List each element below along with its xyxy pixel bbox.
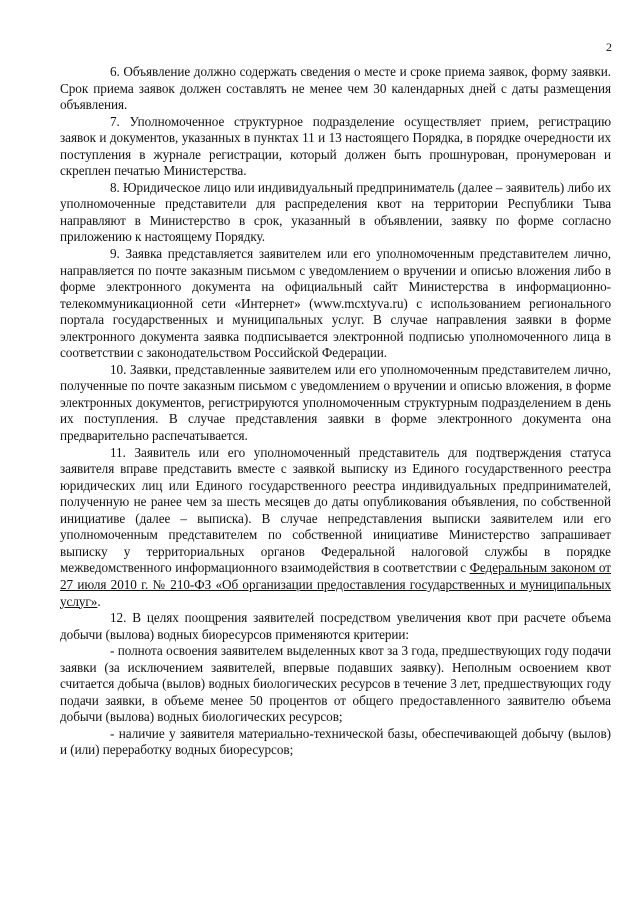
paragraph-10: 10. Заявки, представленные заявителем или его уполномоченным представителем лично, полученные по почте заказным письмом с уведомлением о вручении и описью вложения, в форме электронных документов, регистрируются уполномоченным структурным подразделением в день их поступления. В случае представления заявки в форме электронного документа она предварительно распечатывается. [60, 361, 611, 444]
paragraph-11 [60, 445, 611, 610]
federal-law-link[interactable]: Федеральным законом от 27 июля 2010 г. № 210-ФЗ «Об организации предоставления государственных и муниципальных услуг» [60, 560, 611, 609]
paragraph-8: 8. Юридическое лицо или индивидуальный предприниматель (далее – заявитель) либо их уполномоченные представители для распределения квот на территории Республики Тыва направляют в Министерство в срок, указанный в объявлении, заявку по форме согласно приложению к настоящему Порядку. [60, 179, 611, 245]
paragraph-7: 7. Уполномоченное структурное подразделение осуществляет прием, регистрацию заявок и документов, указанных в пунктах 11 и 13 настоящего Порядка, в порядке очередности их поступления в журнале регистрации, который должен быть прошнурован, пронумерован и скреплен печатью Министерства. [60, 113, 611, 179]
paragraph-9: 9. Заявка представляется заявителем или его уполномоченным представителем лично, направляется по почте заказным письмом с уведомлением о вручении и описью вложения либо в форме электронного документа на официальный сайт Министерства в информационно-телекоммуникационной сети «Интернет» (www.mcxtyva.ru) с использованием регионального портала государственных и муниципальных услуг. В случае направления заявки в форме электронного документа заявка подписывается электронной подписью уполномоченного лица в соответствии с законодательством Российской Федерации. [60, 246, 611, 361]
criterion-item-2: - наличие у заявителя материально-технической базы, обеспечивающей добычу (вылов) и (или) переработку водных биоресурсов; [60, 725, 611, 758]
paragraph-11-text: 11. Заявитель или его уполномоченный представитель для подтверждения статуса заявителя вправе представить вместе с заявкой выписку из Единого государственного реестра юридических лиц или Единого государственного реестра индивидуальных предпринимателей, полученную не ранее чем за шесть месяцев до даты опубликования объявления, по собственной инициативе (далее – выписка). В случае непредставления выписки заявителем или его уполномоченным представителем по собственной инициативе Министерство запрашивает выписку у территориальных органов Федеральной налоговой службы в порядке межведомственного информационного взаимодействия в соответствии с [60, 444, 611, 576]
paragraph-6: 6. Объявление должно содержать сведения о месте и сроке приема заявок, форму заявки. Срок приема заявок должен составлять не менее чем 30 календарных дней с даты размещения объявления. [60, 64, 611, 113]
criterion-item-1: - полнота освоения заявителем выделенных квот за 3 года, предшествующих году подачи заявки (за исключением заявителей, впервые подавших заявку). Неполным освоением квот считается добыча (вылов) водных биологических ресурсов в течение 3 лет, предшествующих году подачи заявки, в объеме менее 50 процентов от общего предоставленного заявителю объема добычи (вылова) водных биологических ресурсов; [60, 643, 611, 725]
paragraph-12: 12. В целях поощрения заявителей посредством увеличения квот при расчете объема добычи (вылова) водных биоресурсов применяются критерии: [60, 610, 611, 642]
paragraph-11-end: . [97, 593, 101, 609]
document-body [60, 64, 611, 759]
page-number: 2 [606, 40, 612, 54]
